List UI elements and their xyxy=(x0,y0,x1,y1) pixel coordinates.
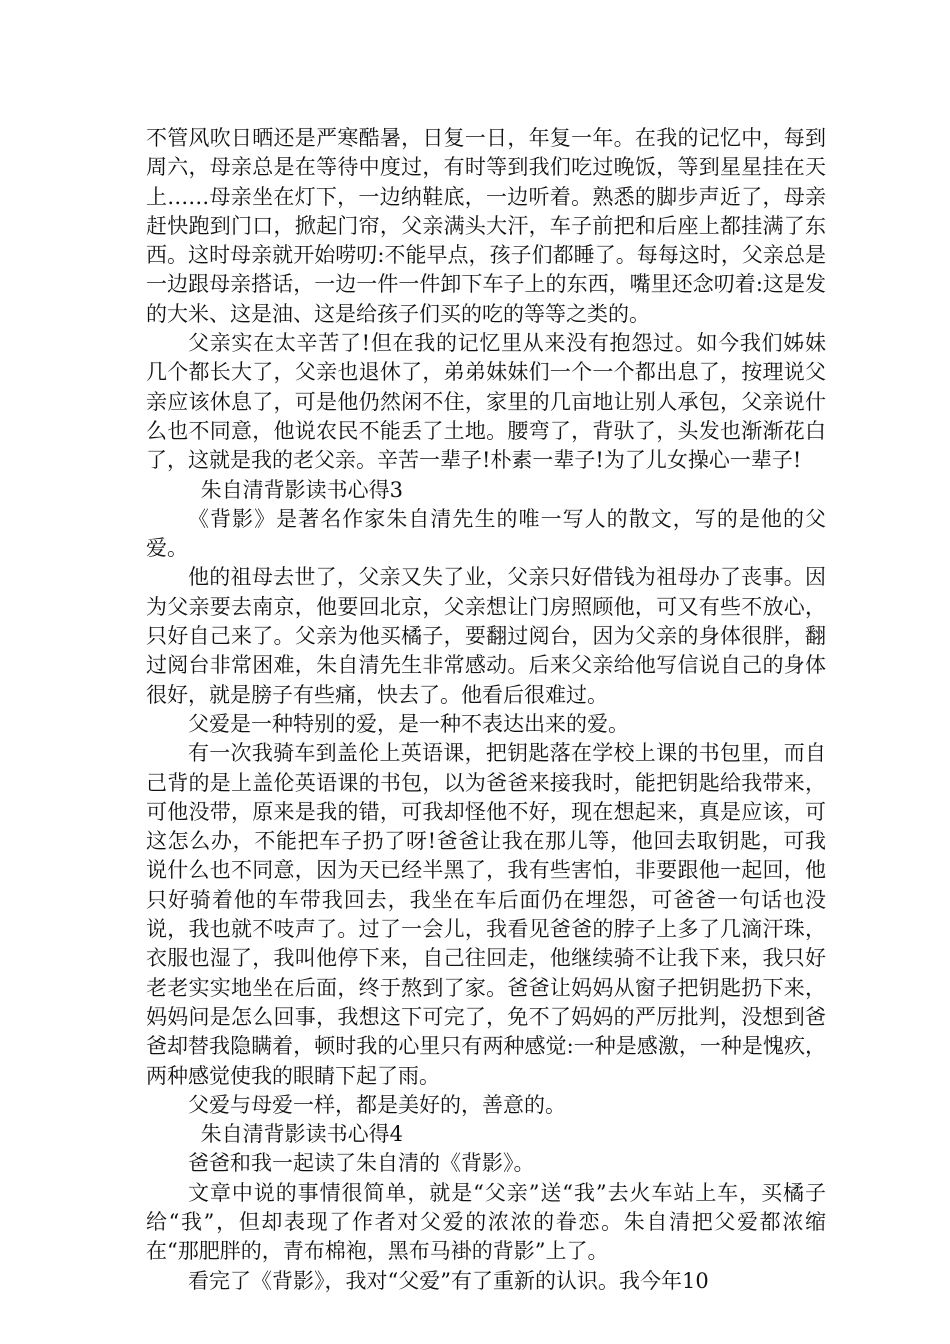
paragraph-2: 父亲实在太辛苦了!但在我的记忆里从来没有抱怨过。如今我们姊妹几个都长大了，父亲也退休了，弟弟妹妹们一个一个都出息了，按理说父亲应该休息了，可是他仍然闲不住，家里的几亩地让别人承包，父亲说什么也不同意，他说农民不能丢了土地。腰弯了，背驮了，头发也渐渐花白了，这就是我的老父亲。辛苦一辈子!朴素一辈子!为了儿女操心一辈子! xyxy=(146,331,826,473)
document-page xyxy=(146,124,826,1296)
section-heading-4: 朱自清背影读书心得4 xyxy=(200,1122,403,1147)
paragraph-4: 他的祖母去世了，父亲又失了业，父亲只好借钱为祖母办了丧事。因为父亲要去南京，他要回北京，父亲想让门房照顾他，可又有些不放心，只好自己来了。父亲为他买橘子，要翻过阅台，因为父亲的身体很胖，翻过阅台非常困难，朱自清先生非常感动。后来父亲给他写信说自己的身体很好，就是膀子有些痛，快去了。他看后很难过。 xyxy=(146,565,826,707)
paragraph-10: 看完了《背影》，我对“父爱”有了重新的认识。我今年10 xyxy=(188,1268,709,1293)
paragraph-6: 有一次我骑车到盖伦上英语课，把钥匙落在学校上课的书包里，而自己背的是上盖伦英语课的书包，以为爸爸来接我时，能把钥匙给我带来，可他没带，原来是我的错，可我却怪他不好，现在想起来，真是应该，可这怎么办，不能把车子扔了呀!爸爸让我在那儿等，他回去取钥匙，可我说什么也不同意，因为天已经半黑了，我有些害怕，非要跟他一起回，他只好骑着他的车带我回去，我坐在车后面仍在埋怨，可爸爸一句话也没说，我也就不吱声了。过了一会儿，我看见爸爸的脖子上多了几滴汗珠，衣服也湿了，我叫他停下来，自己往回走，他继续骑不让我下来，我只好老老实实地坐在后面，终于熬到了家。爸爸让妈妈从窗子把钥匙扔下来，妈妈问是怎么回事，我想这下可完了，免不了妈妈的严厉批判，没想到爸爸却替我隐瞒着，顿时我的心里只有两种感觉:一种是感激，一种是愧疚，两种感觉使我的眼睛下起了雨。 xyxy=(146,741,826,1088)
paragraph-7: 父爱与母爱一样，都是美好的，善意的。 xyxy=(188,1092,566,1117)
section-heading-3: 朱自清背影读书心得3 xyxy=(200,477,403,502)
paragraph-9: 文章中说的事情很简单，就是“父亲”送“我”去火车站上车，买橘子给“我”，但却表现了作者对父爱的浓浓的眷恋。朱自清把父爱都浓缩在“那肥胖的，青布棉袍，黑布马褂的背影”上了。 xyxy=(146,1180,826,1264)
paragraph-3: 《背影》是著名作家朱自清先生的唯一写人的散文，写的是他的父爱。 xyxy=(146,506,826,561)
paragraph-1: 不管风吹日晒还是严寒酷暑，日复一日，年复一年。在我的记忆中，每到周六，母亲总是在等待中度过，有时等到我们吃过晚饭，等到星星挂在天上……母亲坐在灯下，一边纳鞋底，一边听着。熟悉的脚步声近了，母亲赶快跑到门口，掀起门帘，父亲满头大汗，车子前把和后座上都挂满了东西。这时母亲就开始唠叨:不能早点，孩子们都睡了。每每这时，父亲总是一边跟母亲搭话，一边一件一件卸下车子上的东西，嘴里还念叨着:这是发的大米、这是油、这是给孩子们买的吃的等等之类的。 xyxy=(146,126,826,326)
paragraph-8: 爸爸和我一起读了朱自清的《背影》。 xyxy=(188,1151,535,1176)
paragraph-5: 父爱是一种特别的爱，是一种不表达出来的爱。 xyxy=(188,711,629,736)
